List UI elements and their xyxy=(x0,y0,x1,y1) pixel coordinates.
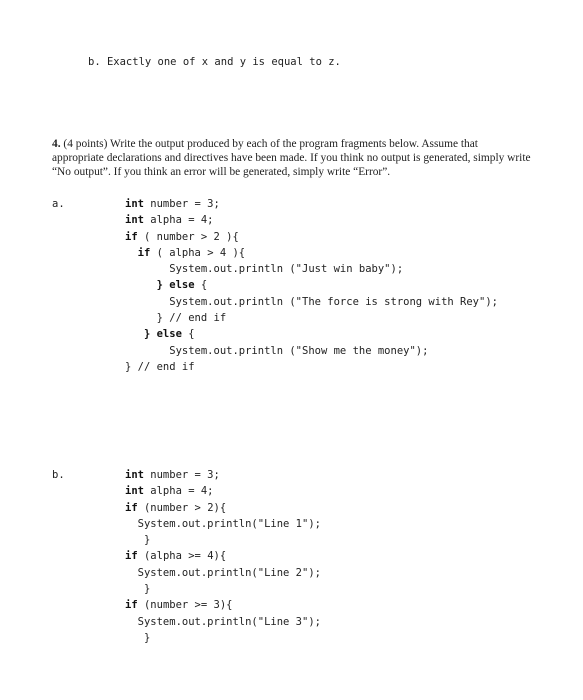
code-text: } xyxy=(125,631,151,644)
code-text: (number > 2){ xyxy=(137,501,227,514)
code-keyword: if xyxy=(125,599,138,612)
code-line xyxy=(125,483,321,499)
code-keyword: } else xyxy=(125,279,195,292)
code-line xyxy=(125,614,321,630)
code-text: System.out.println ("The force is strong with Rey"); xyxy=(125,295,498,308)
code-line xyxy=(125,277,498,293)
code-keyword: } else xyxy=(125,328,182,341)
code-keyword: int xyxy=(125,469,144,481)
code-text: alpha = 4; xyxy=(143,214,214,227)
code-keyword: if xyxy=(125,501,138,514)
code-line xyxy=(125,516,321,532)
code-line xyxy=(125,294,498,310)
part-a-label: a. xyxy=(52,198,65,210)
code-line xyxy=(125,245,498,261)
code-keyword: int xyxy=(125,198,144,210)
code-text: } xyxy=(125,583,151,596)
code-fragment-b xyxy=(125,467,321,646)
code-keyword: if xyxy=(125,230,138,243)
previous-question-part-b: b. Exactly one of x and y is equal to z. xyxy=(88,56,341,68)
code-text: { xyxy=(194,279,208,292)
code-line xyxy=(125,229,498,245)
code-line xyxy=(125,532,321,548)
code-text: System.out.println("Line 1"); xyxy=(125,517,321,530)
question-4-prompt xyxy=(52,137,532,179)
code-text: alpha = 4; xyxy=(143,485,214,498)
code-line xyxy=(125,467,321,483)
code-text: System.out.println ("Just win baby"); xyxy=(125,263,404,276)
code-text: System.out.println ("Show me the money"); xyxy=(125,344,429,357)
code-text: System.out.println("Line 3"); xyxy=(125,615,321,628)
code-text: } // end if xyxy=(125,312,227,325)
code-text: } xyxy=(125,534,151,547)
code-text: ( number > 2 ){ xyxy=(137,230,239,243)
code-fragment-a xyxy=(125,196,498,375)
code-text: number = 3; xyxy=(143,198,220,210)
code-line xyxy=(125,343,498,359)
code-text: System.out.println("Line 2"); xyxy=(125,566,321,579)
code-line xyxy=(125,310,498,326)
code-line xyxy=(125,581,321,597)
code-line xyxy=(125,196,498,212)
code-line xyxy=(125,359,498,375)
code-keyword: int xyxy=(125,485,144,498)
code-line xyxy=(125,597,321,613)
code-line xyxy=(125,261,498,277)
code-text: (number >= 3){ xyxy=(137,599,233,612)
code-line xyxy=(125,565,321,581)
code-keyword: if xyxy=(125,550,138,563)
code-line xyxy=(125,548,321,564)
code-text: ( alpha > 4 ){ xyxy=(150,246,246,259)
question-text: (4 points) Write the output produced by each of the program fragments below. Assume that appropriate declarations and directives have been made. If you think no output is generated, simply write “No output”. If you think an error will be generated, simply write “Error”. xyxy=(52,138,531,178)
code-line xyxy=(125,212,498,228)
code-line xyxy=(125,500,321,516)
code-text: { xyxy=(181,328,195,341)
code-text: } // end if xyxy=(125,360,195,373)
code-keyword: int xyxy=(125,214,144,227)
code-line xyxy=(125,326,498,342)
code-line xyxy=(125,630,321,646)
question-number: 4. xyxy=(52,138,61,150)
code-text: number = 3; xyxy=(143,469,220,481)
part-b-label: b. xyxy=(52,469,65,481)
code-keyword: if xyxy=(125,246,151,259)
code-text: (alpha >= 4){ xyxy=(137,550,227,563)
